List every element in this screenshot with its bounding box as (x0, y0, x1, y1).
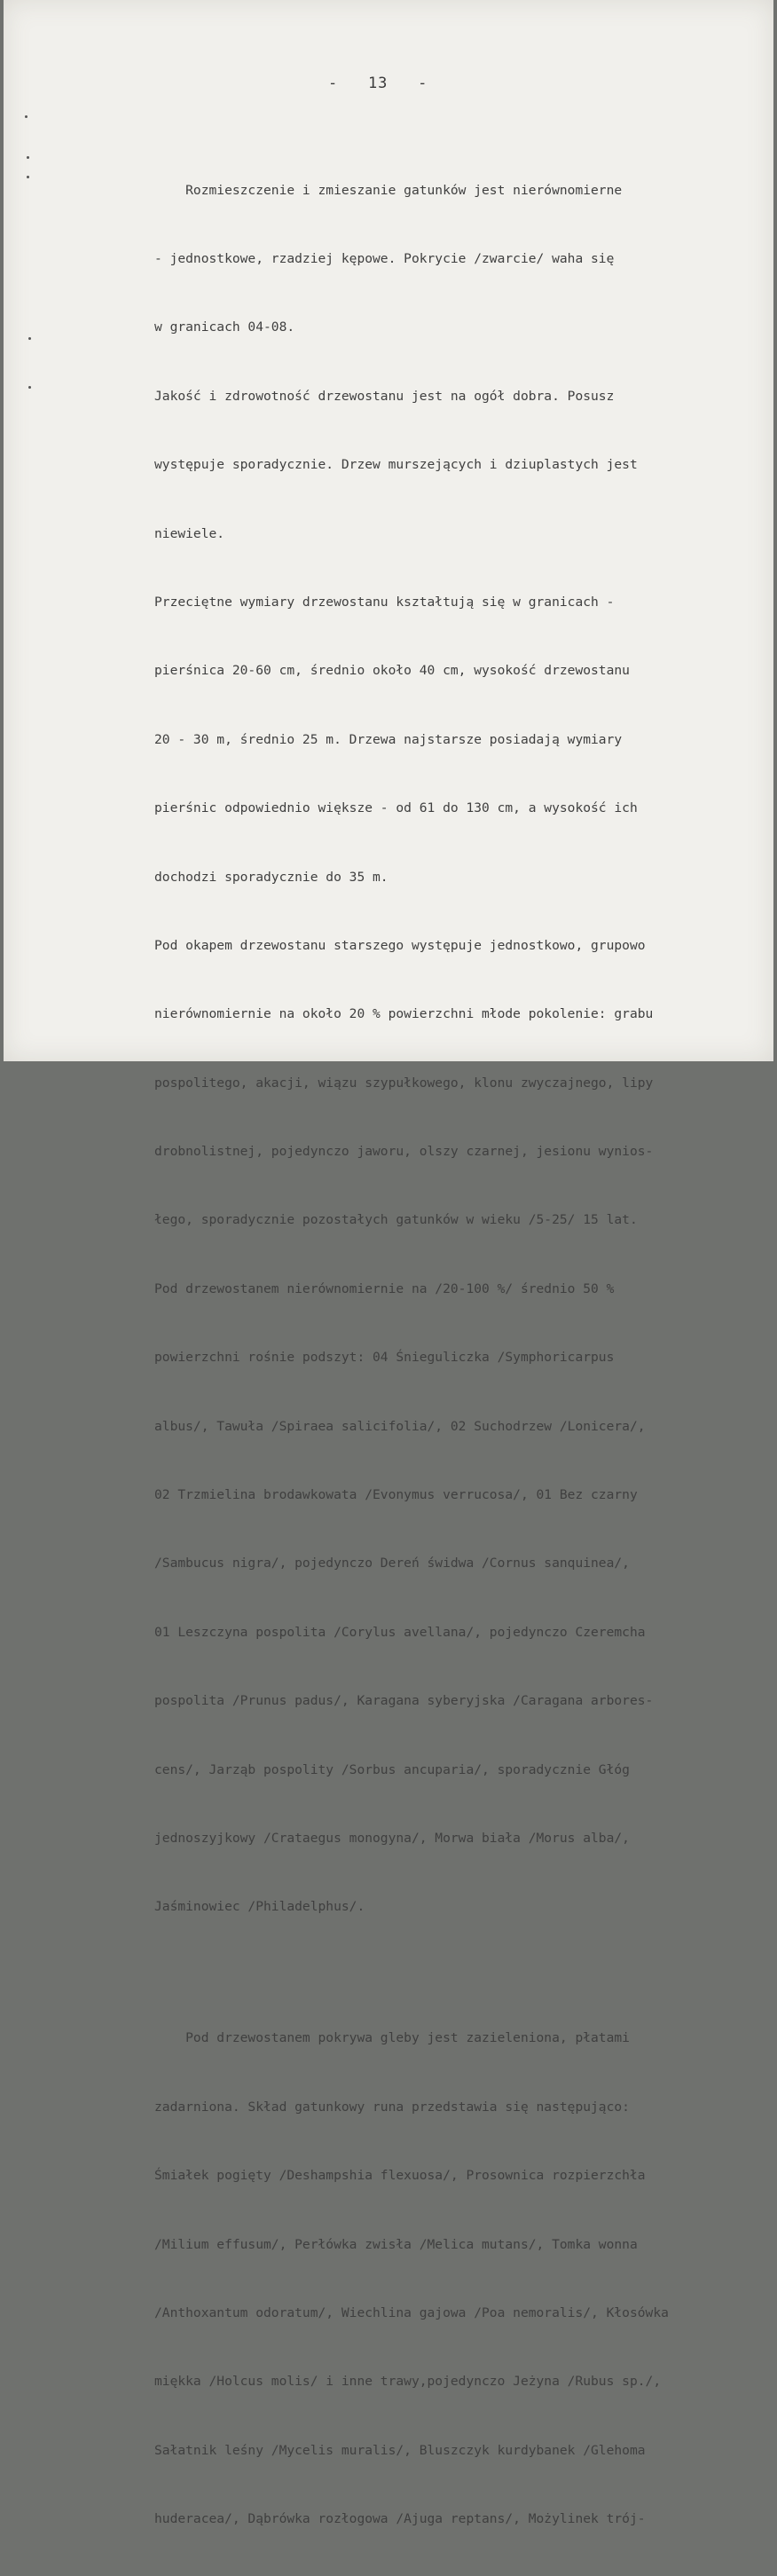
text-line: miękka /Holcus molis/ i inne trawy,pojedynczo Jeżyna /Rubus sp./, (154, 2374, 662, 2390)
text-line: niewiele. (154, 525, 225, 541)
text-line: /Milium effusum/, Perłówka zwisła /Melica mutans/, Tomka wonna (154, 2236, 638, 2252)
text-line: drobnolistnej, pojedynczo jaworu, olszy czarnej, jesionu wynios- (154, 1144, 654, 1160)
text-line: - jednostkowe, rzadziej kępowe. Pokrycie /zwarcie/ waha się (154, 250, 615, 266)
margin-mark (28, 386, 31, 389)
text-line: Rozmieszczenie i zmieszanie gatunków jest nierównomierne (154, 182, 623, 198)
margin-mark (28, 337, 31, 340)
typed-text-body (154, 133, 775, 2576)
text-line: Jaśminowiec /Philadelphus/. (154, 1899, 365, 1915)
text-line: pierśnica 20-60 cm, średnio około 40 cm, wysokość drzewostanu (154, 663, 630, 679)
margin-mark (27, 156, 29, 159)
text-line: pierśnic odpowiednio większe - od 61 do 130 cm, a wysokość ich (154, 800, 638, 816)
margin-mark (27, 176, 29, 178)
text-line: Przeciętne wymiary drzewostanu kształtują się w granicach - (154, 594, 615, 610)
margin-mark (25, 115, 27, 118)
text-line: w granicach 04-08. (154, 319, 295, 335)
page-number: - 13 - (328, 75, 428, 92)
text-line: Sałatnik leśny /Mycelis muralis/, Bluszczyk kurdybanek /Glehoma (154, 2442, 646, 2458)
text-line: występuje sporadycznie. Drzew murszejących i dziuplastych jest (154, 457, 638, 473)
text-line: 20 - 30 m, średnio 25 m. Drzewa najstarsze posiadają wymiary (154, 731, 623, 747)
text-line: powierzchni rośnie podszyt: 04 Śnieguliczka /Symphoricarpus (154, 1350, 615, 1366)
text-line: albus/, Tawuła /Spiraea salicifolia/, 02 Suchodrzew /Lonicera/, (154, 1418, 646, 1434)
text-line: /Anthoxantum odoratum/, Wiechlina gajowa /Poa nemoralis/, Kłosówka (154, 2304, 669, 2320)
text-line: 02 Trzmielina brodawkowata /Evonymus verrucosa/, 01 Bez czarny (154, 1487, 638, 1503)
text-line: nierównomiernie na około 20 % powierzchni młode pokolenie: grabu (154, 1006, 654, 1022)
text-line: cens/, Jarząb pospolity /Sorbus ancuparia/, sporadycznie Głóg (154, 1761, 630, 1777)
text-line: Jakość i zdrowotność drzewostanu jest na ogół dobra. Posusz (154, 388, 615, 404)
paragraph-gap (154, 1965, 775, 1981)
text-line: jednoszyjkowy /Crataegus monogyna/, Morwa biała /Morus alba/, (154, 1830, 630, 1846)
text-line: Śmiałek pogięty /Deshampshia flexuosa/, Prosownica rozpierzchła (154, 2168, 646, 2184)
text-line: pospolita /Prunus padus/, Karagana syberyjska /Caragana arbores- (154, 1693, 654, 1709)
text-line: Pod drzewostanem nierównomiernie na /20-100 %/ średnio 50 % (154, 1280, 615, 1296)
text-line: Pod okapem drzewostanu starszego występuje jednostkowo, grupowo (154, 937, 646, 953)
text-line: dochodzi sporadycznie do 35 m. (154, 869, 388, 885)
text-line: Pod drzewostanem pokrywa gleby jest zazieleniona, płatami (154, 2030, 630, 2046)
document-page (4, 0, 773, 2527)
text-line: 01 Leszczyna pospolita /Corylus avellana/, pojedynczo Czeremcha (154, 1624, 646, 1640)
text-line: zadarniona. Skład gatunkowy runa przedstawia się następująco: (154, 2099, 630, 2115)
text-line: pospolitego, akacji, wiązu szypułkowego, klonu zwyczajnego, lipy (154, 1075, 654, 1091)
text-line: /Sambucus nigra/, pojedynczo Dereń świdwa /Cornus sanquinea/, (154, 1556, 630, 1572)
text-line: łego, sporadycznie pozostałych gatunków w wieku /5-25/ 15 lat. (154, 1212, 638, 1228)
text-line: huderacea/, Dąbrówka rozłogowa /Ajuga reptans/, Możylinek trój- (154, 2511, 646, 2527)
